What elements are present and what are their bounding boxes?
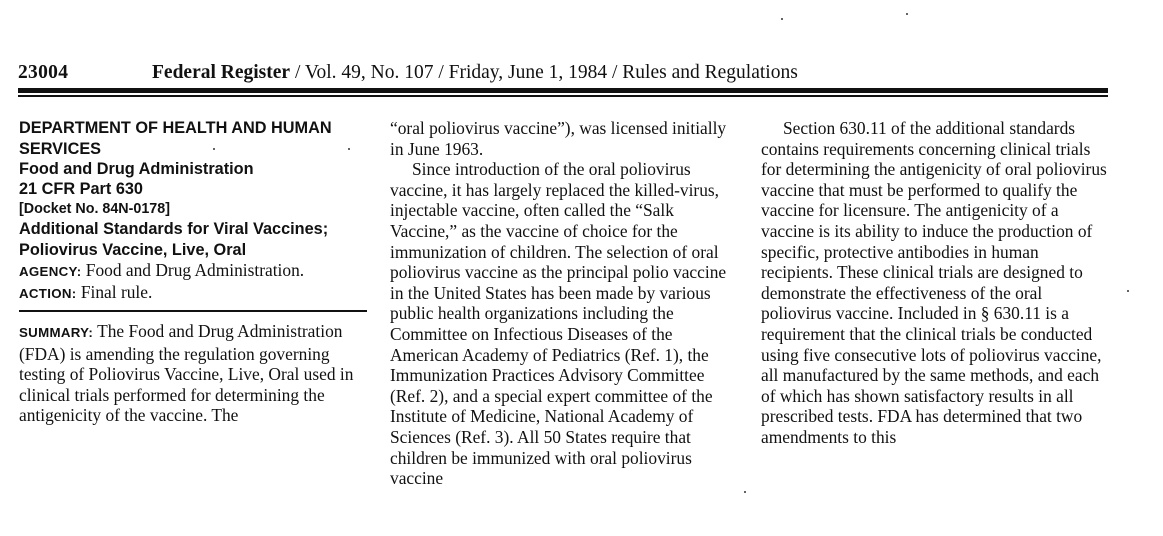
docket-number: [Docket No. 84N-0178] [19,201,170,217]
agency-line [19,260,364,282]
rule-title: Additional Standards for Viral Vaccines; Poliovirus Vaccine, Live, Oral [19,220,329,259]
scan-speck [781,18,783,20]
paragraph: Section 630.11 of the additional standards contains requirements concerning clinical trials for determining the antigenicity of oral poliovirus vaccine that must be performed to qualify the vaccine for licensure. The antigenicity of a vaccine is its ability to induce the production of specific, protective antibodies in human recipients. These clinical trials are designed to demonstrate the effectiveness of the oral poliovirus vaccine. Included in § 630.11 is a requirement that the clinical trials be conducted using five consecutive lots of poliovirus vaccine, all manufactured by the same methods, and each of which has shown satisfactory results in all prescribed tests. FDA has determined that two amendments to this [761,118,1107,447]
paragraph: Since introduction of the oral poliovirus vaccine, it has largely replaced the killed-virus, injectable vaccine, often called the “Salk Vaccine,” as the vaccine of choice for the immunization of children. The selection of oral poliovirus vaccine as the principal polio vaccine in the United States has been made by various public health organizations including the Committee on Infectious Diseases of the American Academy of Pediatrics (Ref. 1), the Immunization Practices Advisory Committee (Ref. 2), and a special expert committee of the Institute of Medicine, National Academy of Sciences (Ref. 3). All 50 States require that children be immunized with oral poliovirus vaccine [390,159,727,489]
action-line [19,282,364,304]
scan-speck [1127,290,1129,292]
summary-text: The Food and Drug Administration (FDA) is amending the regulation governing testing of Poliovirus Vaccine, Live, Oral used in clinical trials performed for determining the antigenicity of the vaccine. The [19,321,354,426]
header-rule-thick [18,88,1108,93]
issue-info: / Vol. 49, No. 107 / Friday, June 1, 1984 / Rules and Regulations [290,62,798,83]
section-divider [19,310,367,312]
summary-label: SUMMARY: [19,325,94,340]
scan-speck [906,13,908,15]
running-header [18,60,1108,88]
running-head-text [152,62,798,84]
action-value: Final rule. [76,282,153,302]
agency-label: AGENCY: [19,264,82,279]
header-rule-thin [18,95,1108,97]
agency-value: Food and Drug Administration. [81,260,305,280]
action-label: ACTION: [19,286,77,301]
cfr-part: 21 CFR Part 630 [19,180,143,198]
column-1 [19,118,364,426]
scan-speck [744,491,746,493]
department-name: DEPARTMENT OF HEALTH AND HUMAN SERVICES [19,119,332,158]
page-number: 23004 [18,62,69,83]
summary-paragraph [19,321,364,426]
agency-name: Food and Drug Administration [19,160,254,178]
column-3 [761,118,1107,448]
column-2 [390,118,735,489]
publication-name: Federal Register [152,62,291,83]
paragraph: “oral poliovirus vaccine”), was licensed initially in June 1963. [390,118,727,159]
